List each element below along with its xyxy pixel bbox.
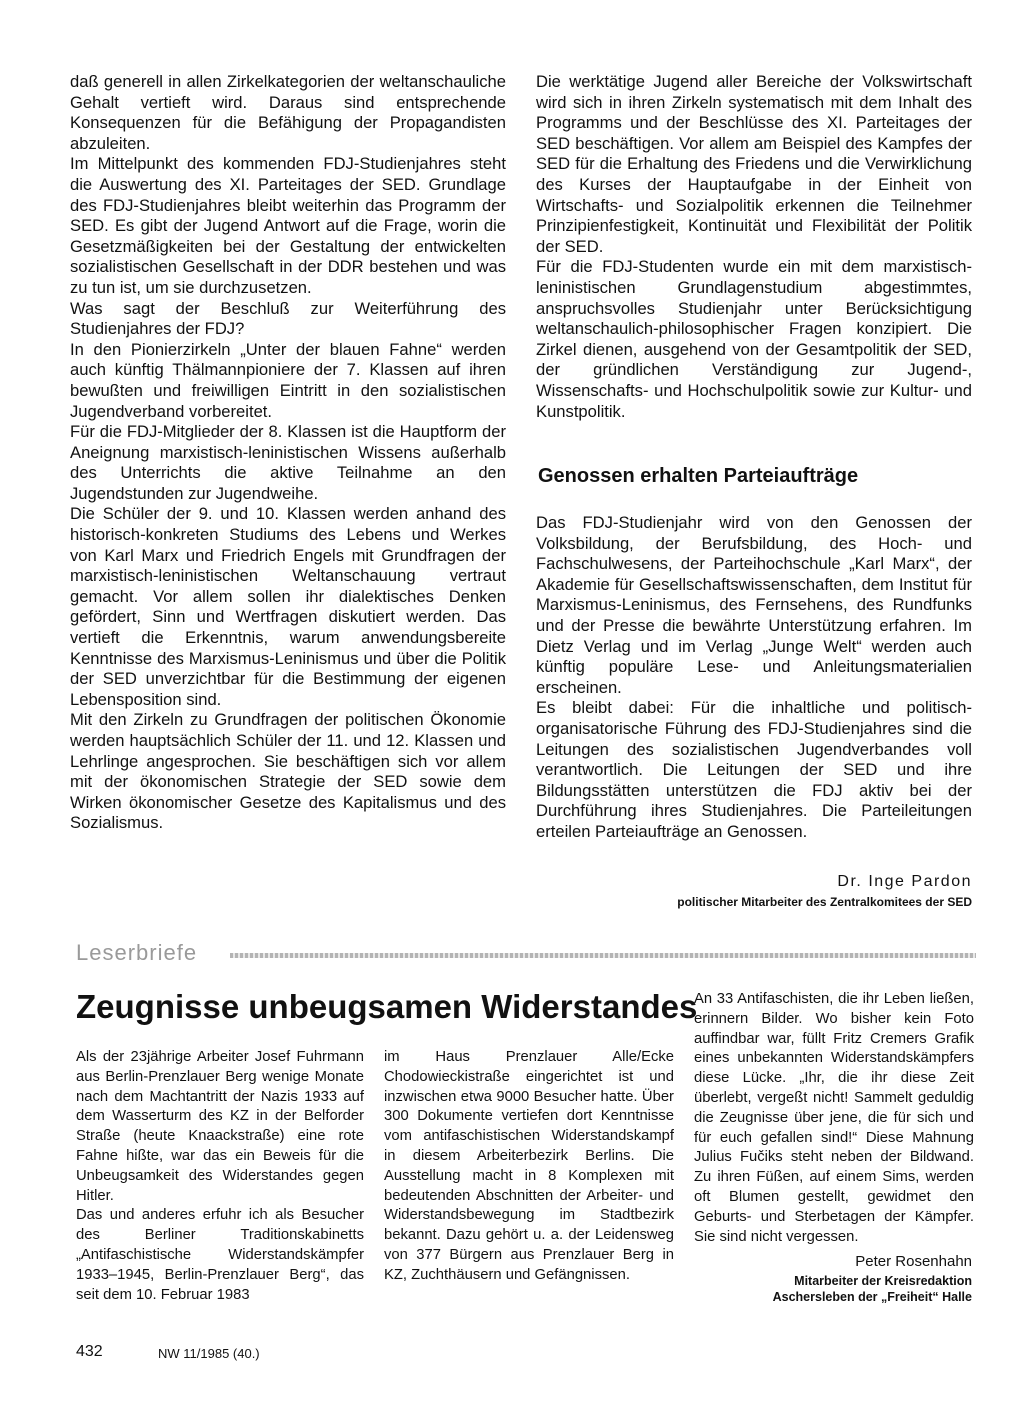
letter-headline: Zeugnisse unbeugsamen Widerstandes	[76, 988, 698, 1025]
issue-number: NW 11/1985 (40.)	[158, 1346, 260, 1361]
section-heading: Genossen erhalten Parteiaufträge	[538, 465, 859, 487]
paragraph: An 33 Antifaschisten, die ihr Leben ließen, erinnern Bilder. Wo bisher kein Foto auffindbar war, füllt Fritz Cremers Grafik eines unbekannten Widerstandskämpfers diese Lücke. „Ihr, die ihr diese Zeit überlebt, vergeßt nicht! Sammelt geduldig die Zeugnisse über jene, die für sich und für euch gefallen sind!“ Diese Mahnung Julius Fučiks steht neben der Bildwand. Zu ihren Füßen, auf einem Sims, werden oft Blumen gestellt, gewidmet den Geburts- und Sterbetagen der Kämpfer. Sie sind nicht vergessen.	[694, 991, 974, 1245]
letter-column-3	[694, 990, 974, 1247]
paragraph: Das und anderes erfuhr ich als Besucher des Berliner Traditionskabinetts „Antifaschistische Widerstandskämpfer 1933–1945, Berlin-Prenzlauer Berg“, das seit dem 10. Februar 1983	[76, 1207, 364, 1303]
author-role: politischer Mitarbeiter des Zentralkomitees der SED	[677, 895, 972, 909]
section-divider	[230, 953, 976, 958]
letter-signature-role: Mitarbeiter der Kreisredaktion Aschersleben der „Freiheit“ Halle	[772, 1274, 972, 1304]
paragraph: Die werktätige Jugend aller Bereiche der Volkswirtschaft wird sich in ihren Zirkeln systematisch mit dem Inhalt des Programms und der Beschlüsse des XI. Parteitages der SED beschäftigen. Vor allem am Beispiel des Kampfes der SED für die Erhaltung des Friedens und die Verwirklichung des Kurses der Hauptaufgabe in der Einheit von Wirtschafts- und Sozialpolitik erkennen die Teilnehmer Prinzipienfestigkeit, Kontinuität und Flexibilität der Politik der SED.	[536, 72, 972, 256]
article-left-column	[70, 72, 506, 834]
article-right-column	[536, 72, 972, 422]
letter-column-2	[384, 1048, 674, 1286]
paragraph: im Haus Prenzlauer Alle/Ecke Chodowieckistraße eingerichtet ist und inzwischen etwa 9000 Besucher hatte. Über 300 Dokumente vertiefen dort Kenntnisse vom antifaschistischen Widerstandskampf in diesem Arbeiterbezirk Berlins. Die Ausstellung macht in 8 Komplexen mit bedeutenden Abschnitten der Arbeiter- und Widerstandsbewegung im Stadtbezirk bekannt. Dazu gehört u. a. der Leidensweg von 377 Bürgern aus Prenzlauer Berg in KZ, Zuchthäusern und Gefängnissen.	[384, 1049, 674, 1283]
paragraph: In den Pionierzirkeln „Unter der blauen Fahne“ werden auch künftig Thälmannpioniere der 7. Klassen auf ihren bewußten und freiwilligen Eintritt in den sozialistischen Jugendverband vorbereitet.	[70, 339, 506, 421]
paragraph: Als der 23jährige Arbeiter Josef Fuhrmann aus Berlin-Prenzlauer Berg wenige Monate nach dem Machtantritt der Nazis 1933 auf dem Wasserturm des KZ in der Belforder Straße (heute Knaackstraße) eine rote Fahne hißte, war das ein Beweis für die Unbeugsamkeit des Widerstandes gegen Hitler.	[76, 1049, 364, 1204]
paragraph: Das FDJ-Studienjahr wird von den Genossen der Volksbildung, der Berufsbildung, des Hoch- und Fachschulwesens, der Parteihochschule „Karl Marx“, der Akademie für Gesellschaftswissenschaften, dem Institut für Marxismus-Leninismus, des Fernsehens, des Rundfunks und der Presse die bewährte Unterstützung erfahren. Im Dietz Verlag und im Verlag „Junge Welt“ werden auch künftig populäre Lese- und Anleitungsmaterialien erscheinen.	[536, 513, 972, 697]
page-number: 432	[76, 1343, 103, 1360]
paragraph: Mit den Zirkeln zu Grundfragen der politischen Ökonomie werden hauptsächlich Schüler der 11. und 12. Klassen und Lehrlinge angesprochen. Sie beschäftigen sich vor allem mit der ökonomischen Strategie der SED sowie dem Wirken ökonomischer Gesetze des Kapitalismus und des Sozialismus.	[70, 710, 506, 833]
paragraph: daß generell in allen Zirkelkategorien der weltanschauliche Gehalt vertieft wird. Daraus sind entsprechende Konsequenzen für die Befähigung der Propagandisten abzuleiten.	[70, 72, 506, 153]
letter-column-1	[76, 1048, 364, 1305]
author-name: Dr. Inge Pardon	[837, 873, 972, 890]
paragraph: Für die FDJ-Mitglieder der 8. Klassen ist die Hauptform der Aneignung marxistisch-leninistischen Wissens außerhalb des Unterrichts die aktive Teilnahme an den Jugendstunden zur Jugendweihe.	[70, 422, 506, 503]
paragraph: Was sagt der Beschluß zur Weiterführung des Studienjahres der FDJ?	[70, 298, 506, 339]
paragraph: Es bleibt dabei: Für die inhaltliche und politisch-organisatorische Führung des FDJ-Studienjahres sind die Leitungen des sozialistischen Jugendverbandes voll verantwortlich. Die Leitungen der SED und ihre Bildungsstätten unterstützen die FDJ aktiv bei der Durchführung ihres Studienjahres. Die Parteileitungen erteilen Parteiaufträge an Genossen.	[536, 698, 972, 841]
paragraph: Im Mittelpunkt des kommenden FDJ-Studienjahres steht die Auswertung des XI. Parteitages der SED. Grundlage des FDJ-Studienjahres bleibt weiterhin das Programm der SED. Es gibt der Jugend Antwort auf die Frage, worin die Gesetzmäßigkeiten bei der Gestaltung der entwickelten sozialistischen Gesellschaft in der DDR bestehen und was zu tun ist, um sie durchzusetzen.	[70, 154, 506, 297]
paragraph: Die Schüler der 9. und 10. Klassen werden anhand des historisch-konkreten Studiums des Lebens und Werkes von Karl Marx und Friedrich Engels mit Grundfragen der marxistisch-leninistischen Weltanschauung vertraut gemacht. Vor allem sollen ihr dialektisches Denken gefördert, Sinn und Wertfragen diskutiert werden. Das vertieft die Erkenntnis, warum anwendungsbereite Kenntnisse des Marxismus-Leninismus und über die Politik der SED unverzichtbar für die Bestimmung der eigenen Lebensposition sind.	[70, 504, 506, 709]
article-right-column-continued	[536, 513, 972, 843]
paragraph: Für die FDJ-Studenten wurde ein mit dem marxistisch-leninistischen Grundlagenstudium abgestimmtes, anspruchsvolles Studienjahr unter Berücksichtigung weltanschaulich-philosophischer Fragen konzipiert. Die Zirkel dienen, ausgehend von der Gesamtpolitik der SED, der gründlichen Verständigung zur Jugend-, Wissenschafts- und Hochschulpolitik sowie zur Kultur- und Kunstpolitik.	[536, 257, 972, 421]
letter-signature: Peter Rosenhahn	[855, 1253, 972, 1270]
section-label: Leserbriefe	[76, 940, 198, 965]
